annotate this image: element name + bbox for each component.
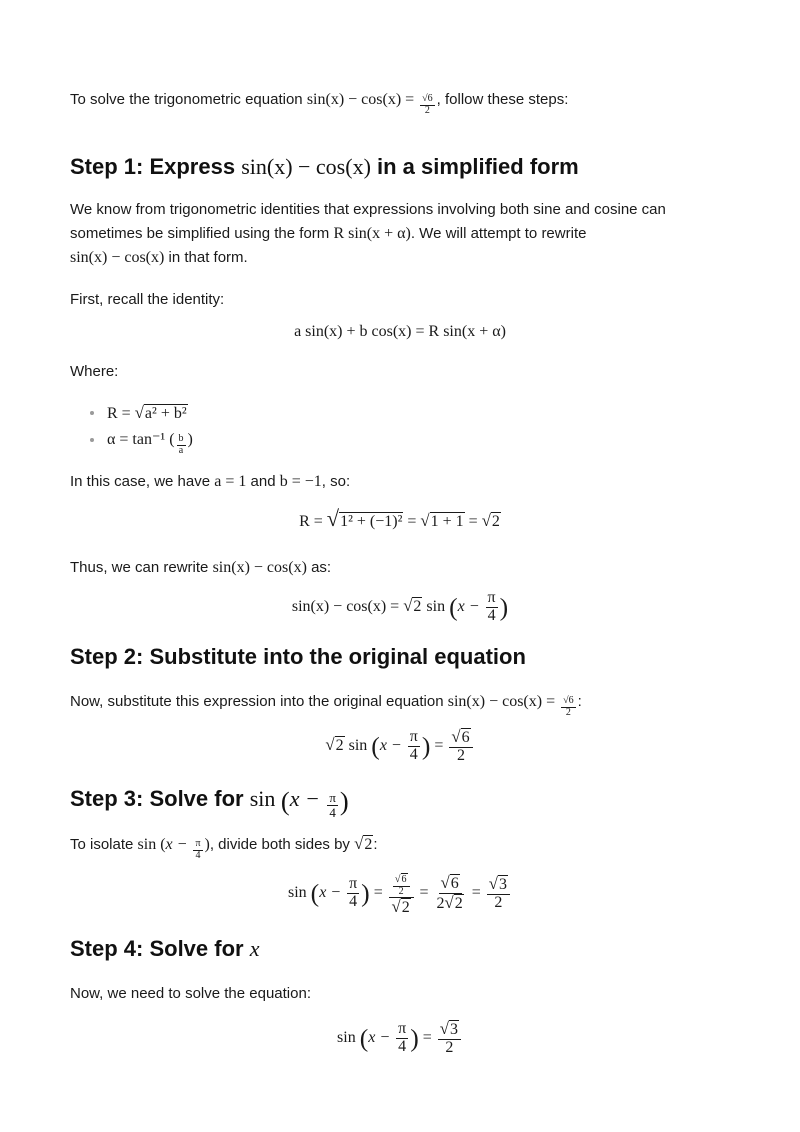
- frac-den: 2: [436, 894, 445, 912]
- frac-den: 4: [195, 849, 201, 861]
- fraction: [396, 1021, 408, 1056]
- bullet-icon: [90, 438, 94, 442]
- para-math: a = 1: [214, 473, 247, 490]
- para-math: sin(x) − cos(x): [212, 559, 307, 576]
- eq-sign: =: [369, 884, 387, 902]
- step3-heading: Step 3: Solve for sin (x − $\frac{\pi}{4}$ ): [70, 785, 349, 820]
- fraction: [408, 729, 420, 764]
- frac-den: 4: [329, 804, 336, 820]
- frac-num: √6: [563, 695, 574, 706]
- eq-sign: =: [415, 884, 433, 902]
- sqrt: √2: [481, 511, 500, 530]
- frac-den: 2: [494, 893, 503, 911]
- frac-num: π: [487, 589, 496, 606]
- intro-paragraph: [70, 88, 730, 116]
- frac-den: 2: [456, 746, 465, 764]
- step4-equation: sin (x − $\frac{\pi}{4}$ ) = $\frac{√3}{2}$: [70, 1020, 730, 1057]
- para-math: sin(x) − cos(x): [70, 249, 165, 266]
- frac-den: 4: [349, 892, 358, 910]
- eq-sign: =: [418, 1028, 436, 1046]
- intro-text: To solve the trigonometric equation: [70, 91, 307, 108]
- frac-num: √6: [422, 93, 433, 104]
- frac-den: 2: [565, 706, 571, 718]
- bullet-lhs: R =: [107, 405, 135, 422]
- radicand: 2: [413, 597, 422, 615]
- para-text: :: [577, 693, 582, 710]
- frac-den: 4: [409, 745, 418, 763]
- step4-paragraph: Now, we need to solve the equation:: [70, 985, 311, 1002]
- fraction: [193, 839, 202, 861]
- step4-heading: [70, 934, 730, 964]
- var-x: x −: [368, 1028, 395, 1046]
- sqrt: √1² + (−1)²: [326, 506, 403, 531]
- frac-num: π: [349, 875, 358, 893]
- eq-sign: =: [464, 513, 482, 530]
- frac-den: 4: [487, 606, 496, 624]
- thus-paragraph: [70, 556, 730, 580]
- step2-heading: Step 2: Substitute into the original equation: [70, 644, 526, 669]
- sin-func: sin: [337, 1028, 356, 1046]
- para-text: in that form.: [164, 249, 248, 266]
- where-label: Where:: [70, 363, 119, 380]
- fraction: [561, 696, 576, 718]
- bullet-icon: [90, 411, 94, 415]
- radicand: 3: [499, 876, 507, 894]
- sin-func: sin: [137, 836, 157, 853]
- radicand: 2: [454, 894, 463, 912]
- sin-func: sin: [287, 884, 307, 902]
- sqrt: √1 + 1: [420, 511, 464, 530]
- compound-fraction: $\frac{\frac{√6}{2}}{√2}$: [389, 870, 414, 917]
- frac-num: π: [195, 838, 201, 849]
- var-x: x −: [319, 884, 346, 902]
- step1-heading-math: sin(x) − cos(x): [241, 154, 371, 179]
- var-x: x −: [289, 786, 326, 811]
- para-text: Thus, we can rewrite: [70, 559, 213, 576]
- sqrt: √2: [354, 834, 373, 853]
- step3-equation: sin (x − $\frac{\pi}{4}$ ) = $\frac{\frac{√6}{2}}{√2}$ = $\frac{√6}{2√2}$ = $\frac{√3}{2}$: [70, 870, 730, 917]
- radicand: 6: [450, 875, 459, 893]
- step1-paragraph: [70, 198, 720, 270]
- para-text: , so:: [321, 473, 351, 490]
- para-text: To isolate: [70, 836, 138, 853]
- para-text: We know from trigonometric identities that expressions involving both sine and cosine can sometimes be simplified using the form: [70, 201, 666, 242]
- frac-num: π: [398, 1020, 407, 1037]
- radicand: 2: [401, 899, 410, 916]
- step1-heading-suffix: in a simplified form: [370, 154, 579, 179]
- fraction: $\frac{√3}{2}$: [487, 875, 510, 912]
- r-equation: [70, 506, 730, 532]
- sin-func: sin: [426, 597, 446, 615]
- frac-den: 2: [398, 885, 404, 897]
- para-text: as:: [306, 559, 332, 576]
- var-x: x −: [379, 736, 406, 754]
- radicand: a² + b²: [144, 405, 187, 422]
- radicand: 3: [449, 1021, 458, 1038]
- radicand: 1² + (−1)²: [340, 513, 403, 530]
- radicand: 2: [335, 736, 344, 754]
- var-x: x −: [165, 836, 192, 853]
- para-text: In this case, we have: [70, 473, 215, 490]
- para-text: :: [373, 836, 378, 853]
- frac-den: 4: [398, 1037, 407, 1055]
- para-math: b = −1: [279, 473, 322, 490]
- fraction: [177, 434, 186, 456]
- definitions-list: [70, 399, 730, 456]
- radicand: 1 + 1: [430, 513, 464, 530]
- radicand: 6: [461, 729, 470, 746]
- frac-den: a: [178, 444, 184, 456]
- eq-sign: =: [430, 736, 448, 754]
- step1-heading-prefix: Step 1: Express: [70, 154, 242, 179]
- sqrt: √a² + b²: [134, 403, 187, 422]
- fraction: [486, 590, 498, 625]
- step2-equation: √2 sin (x − $\frac{\pi}{4}$ ) = $\frac{√6}{2}$: [70, 728, 730, 765]
- fraction: $\frac{√3}{2}$: [438, 1020, 461, 1057]
- sin-func: sin: [348, 736, 368, 754]
- list-item: [70, 399, 730, 426]
- frac-num: π: [409, 728, 418, 745]
- intro-equation: [306, 91, 437, 116]
- para-text: and: [246, 473, 280, 490]
- eq-lhs: sin(x) − cos(x) =: [291, 597, 404, 615]
- intro-text-after: , follow these steps:: [436, 91, 569, 108]
- intro-eq-left: sin(x) − cos(x) =: [306, 91, 419, 108]
- para-math: R sin(x + α): [333, 225, 411, 242]
- frac-den: 2: [445, 1038, 454, 1056]
- identity-math: a sin(x) + b cos(x) = R sin(x + α): [294, 323, 506, 340]
- fraction: [347, 876, 359, 911]
- sqrt: √2: [403, 595, 422, 615]
- var-x: x −: [457, 597, 484, 615]
- eq-sign: =: [403, 513, 421, 530]
- intro-fraction: [420, 94, 435, 116]
- radicand: 2: [364, 836, 373, 853]
- case-paragraph: [70, 470, 730, 494]
- radicand: 6: [401, 874, 407, 885]
- para-text: . We will attempt to rewrite: [410, 225, 587, 242]
- rewrite-equation: sin(x) − cos(x) = √2 sin (x − $\frac{\pi}{4}$ ): [291, 589, 509, 624]
- frac-den: 2: [424, 104, 430, 116]
- step3-paragraph: To isolate sin (x − $\frac{\pi}{4}$ ), divide both sides by √2:: [70, 834, 378, 861]
- frac-num: b: [178, 433, 184, 444]
- fraction: $\frac{√6}{2√2}$: [436, 873, 463, 912]
- var-x: x: [249, 936, 260, 961]
- sin-func: sin: [249, 786, 276, 811]
- step2-paragraph: [70, 690, 730, 718]
- para-math: sin(x) − cos(x) =: [447, 693, 560, 710]
- recall-text: First, recall the identity:: [70, 291, 225, 308]
- frac-num: π: [329, 790, 336, 806]
- eq-lhs: R =: [299, 513, 327, 530]
- step4-heading-prefix: Step 4: Solve for: [70, 936, 250, 961]
- para-text: , divide both sides by: [209, 836, 355, 853]
- bullet-lhs: α = tan⁻¹: [107, 431, 166, 448]
- identity-equation: [70, 323, 730, 341]
- fraction: $\frac{√6}{2}$: [449, 728, 472, 765]
- para-text: Now, substitute this expression into the original equation: [70, 693, 448, 710]
- fraction: [327, 791, 338, 819]
- eq-sign: =: [467, 884, 485, 902]
- sqrt: √2: [325, 734, 344, 754]
- step1-heading: [70, 152, 730, 182]
- list-item: α = tan⁻¹ ( $\frac{b}{a}$ ): [70, 426, 730, 453]
- step3-heading-prefix: Step 3: Solve for: [70, 786, 250, 811]
- radicand: 2: [491, 513, 500, 530]
